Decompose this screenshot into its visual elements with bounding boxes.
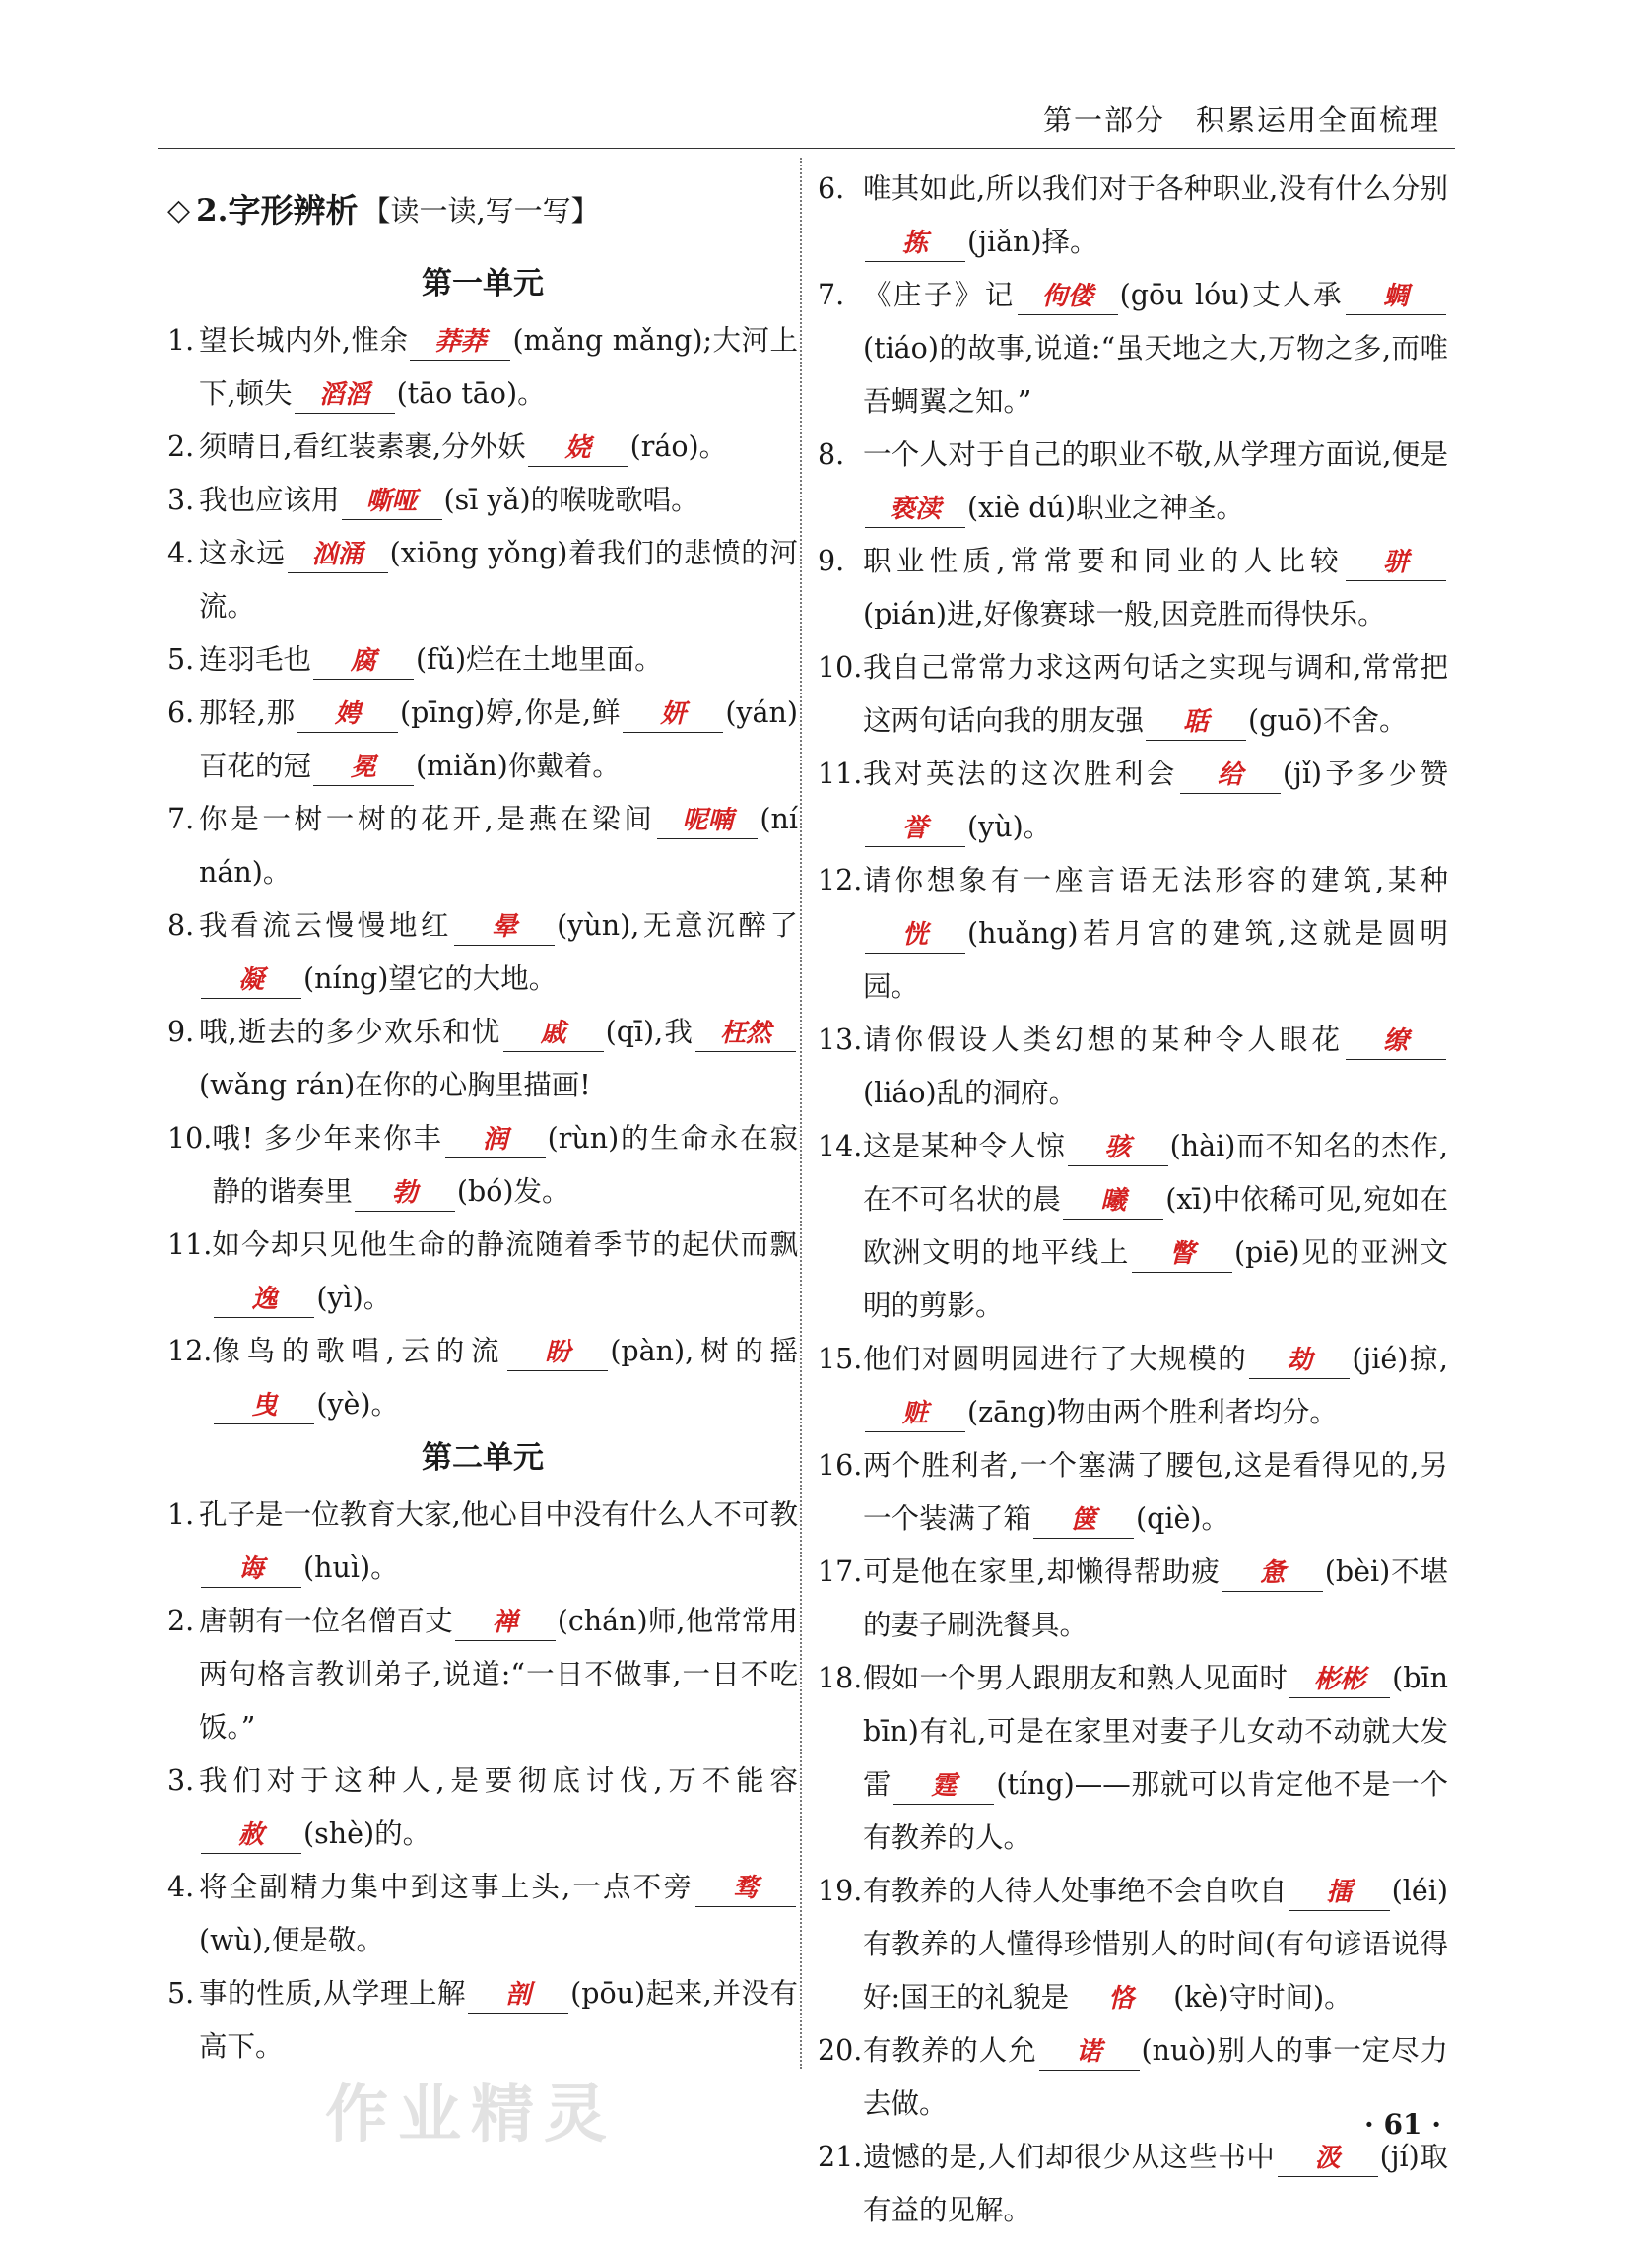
answer-blank: 嘶哑 [342, 484, 442, 520]
question-text [199, 314, 798, 421]
answer-blank: 霆 [893, 1768, 994, 1805]
question-item [167, 1595, 798, 1754]
question-number: 4. [167, 1871, 195, 1903]
text-segment: (léi)有教养的人懂得珍惜别人的时间(有句谚语说得好:国王的礼貌是 [863, 1875, 1448, 2014]
question-number: 12. [818, 864, 863, 896]
text-segment: (jiǎn)择。 [967, 226, 1098, 258]
text-segment: (rùn)的生命永在寂静的谐奏里 [212, 1122, 798, 1208]
text-segment: (tāo tāo)。 [396, 377, 546, 410]
question-text [863, 1120, 1448, 1333]
answer-blank: 娆 [528, 430, 628, 467]
question-text [863, 1865, 1448, 2024]
question-item [818, 2024, 1448, 2131]
text-segment: 须晴日,看红装素裹,分外妖 [199, 430, 526, 463]
question-text [863, 429, 1448, 535]
unit-title: 第二单元 [422, 1440, 544, 1476]
question-text [863, 1014, 1448, 1120]
question-number: 7. [167, 803, 195, 835]
question-item [818, 163, 1448, 269]
text-segment: (piē)见的亚洲文明的剪影。 [863, 1236, 1448, 1322]
answer-blank: 莽莽 [410, 324, 510, 361]
text-segment: (tíng)——那就可以肯定他不是一个有教养的人。 [863, 1768, 1448, 1854]
question-item [167, 633, 798, 687]
question-item [818, 1439, 1448, 1546]
question-text [863, 535, 1448, 641]
text-segment: (yì)。 [316, 1282, 392, 1314]
question-item [167, 1219, 798, 1325]
question-text [863, 269, 1448, 429]
text-segment: (yán)百花的冠 [199, 696, 798, 782]
question-item [167, 793, 798, 899]
page-header: 第一部分 积累运用全面梳理 [1042, 103, 1440, 137]
answer-blank: 娉 [297, 696, 398, 733]
text-segment: 可是他在家里,却懒得帮助疲 [863, 1555, 1221, 1588]
text-segment: (tiáo)的故事,说道:“虽天地之大,万物之多,而唯吾蜩翼之知。” [863, 332, 1448, 418]
question-number: 7. [818, 279, 845, 311]
question-item [818, 1333, 1448, 1439]
text-segment: (yù)。 [967, 811, 1052, 843]
text-segment: (pīng)婷,你是,鲜 [400, 696, 622, 729]
question-number: 8. [818, 438, 845, 471]
answer-blank: 勃 [355, 1175, 455, 1212]
question-item [167, 527, 798, 633]
watermark: 作业精灵 [325, 2079, 617, 2151]
question-item [818, 854, 1448, 1014]
diamond-icon: ◇ [167, 193, 191, 228]
answer-blank: 盼 [507, 1335, 608, 1371]
answer-blank: 腐 [313, 643, 414, 680]
text-segment: 《庄子》记 [863, 279, 1016, 311]
answer-blank: 润 [445, 1122, 546, 1158]
answer-blank: 恪 [1071, 1981, 1171, 2017]
text-segment: (pián)进,好像赛球一般,因竞胜而得快乐。 [863, 598, 1386, 630]
question-item [818, 269, 1448, 429]
right-column [818, 163, 1448, 2237]
question-text [199, 1754, 798, 1861]
answer-blank: 亵渎 [865, 492, 965, 528]
answer-blank: 惫 [1222, 1555, 1323, 1592]
answer-blank: 戚 [503, 1016, 604, 1052]
question-item [167, 1754, 798, 1861]
answer-blank: 缭 [1346, 1024, 1446, 1060]
question-item [167, 1325, 798, 1431]
left-column [167, 163, 798, 2074]
text-segment: (wù),便是敬。 [199, 1924, 385, 1956]
question-number: 6. [167, 696, 195, 729]
question-number: 3. [167, 1764, 195, 1797]
section-number: 2. [196, 193, 229, 229]
question-number: 20. [818, 2034, 863, 2067]
question-number: 9. [818, 545, 845, 577]
answer-blank: 呢喃 [657, 803, 758, 839]
text-segment: (yè)。 [316, 1388, 400, 1421]
text-segment: (mǎng mǎng);大河上下,顿失 [199, 324, 799, 410]
text-segment: (bèi)不堪的妻子刷洗餐具。 [863, 1555, 1448, 1641]
question-number: 17. [818, 1555, 863, 1588]
answer-blank: 冕 [313, 750, 414, 786]
section-subtitle: 【读一读,写一写】 [362, 194, 600, 228]
question-number: 5. [167, 1977, 195, 2010]
text-segment: (hài)而不知名的杰作,在不可名状的晨 [863, 1130, 1448, 1216]
text-segment: 事的性质,从学理上解 [199, 1977, 467, 2010]
question-text [863, 1439, 1448, 1546]
answer-blank: 恍 [865, 917, 965, 954]
question-number: 2. [167, 1605, 195, 1637]
text-segment: 这是某种令人惊 [863, 1130, 1066, 1162]
section-title [167, 184, 798, 237]
text-segment: 两个胜利者,一个塞满了腰包,这是看得见的,另一个装满了箱 [863, 1449, 1448, 1535]
question-item [167, 421, 798, 474]
question-number: 15. [818, 1343, 863, 1375]
question-item [818, 1652, 1448, 1865]
header-rule [158, 148, 1455, 149]
question-item [167, 1488, 798, 1595]
text-segment: 有教养的人允 [863, 2034, 1037, 2067]
question-text [863, 1546, 1448, 1652]
text-segment: (zāng)物由两个胜利者均分。 [967, 1396, 1338, 1428]
page-number: · 61 · [1364, 2108, 1441, 2141]
question-text [863, 2024, 1448, 2131]
unit-title: 第一单元 [422, 266, 544, 301]
text-segment: 连羽毛也 [199, 643, 312, 676]
text-segment: (qiè)。 [1136, 1502, 1229, 1535]
answer-blank: 蜩 [1346, 279, 1446, 315]
question-text [863, 748, 1448, 854]
answer-blank: 汲 [1278, 2141, 1378, 2177]
question-item [818, 1865, 1448, 2024]
answer-blank: 诺 [1039, 2034, 1140, 2071]
question-text [212, 1219, 798, 1325]
question-item [167, 474, 798, 527]
text-segment: 如今却只见他生命的静流随着季节的起伏而飘 [212, 1228, 798, 1261]
answer-blank: 箧 [1033, 1502, 1134, 1539]
question-text [863, 641, 1448, 748]
text-segment: 我们对于这种人,是要彻底讨伐,万不能容 [199, 1764, 798, 1797]
text-segment: 我看流云慢慢地红 [199, 909, 453, 942]
answer-blank: 彬彬 [1289, 1662, 1390, 1698]
question-number: 19. [818, 1875, 863, 1907]
text-segment: (nuò)别人的事一定尽力去做。 [863, 2034, 1448, 2120]
text-segment: (yùn),无意沉醉了 [557, 909, 798, 942]
question-number: 5. [167, 643, 195, 676]
question-number: 11. [167, 1228, 213, 1261]
text-segment: (ráo)。 [629, 430, 728, 463]
question-number: 6. [818, 172, 845, 205]
question-number: 21. [818, 2141, 863, 2173]
text-segment: 望长城内外,惟余 [199, 324, 409, 357]
answer-blank: 曦 [1063, 1183, 1163, 1220]
question-text [199, 1488, 798, 1595]
text-segment: (qī),我 [605, 1016, 694, 1048]
answer-blank: 枉然 [695, 1016, 796, 1052]
column-divider [800, 158, 802, 2069]
question-text [863, 163, 1448, 269]
answer-blank: 妍 [623, 696, 723, 733]
text-segment: 请你想象有一座言语无法形容的建筑,某种 [863, 864, 1448, 896]
question-item [818, 1120, 1448, 1333]
text-segment: 哦! 多少年来你丰 [212, 1122, 443, 1155]
question-text [863, 1652, 1448, 1865]
question-item [167, 1967, 798, 2074]
text-segment: 职业性质,常常要和同业的人比较 [863, 545, 1344, 577]
question-item [167, 1861, 798, 1967]
text-segment: 他们对圆明园进行了大规模的 [863, 1343, 1248, 1375]
question-item [818, 1014, 1448, 1120]
answer-blank: 滔滔 [295, 377, 395, 414]
text-segment: 唯其如此,所以我们对于各种职业,没有什么分别 [863, 172, 1448, 205]
question-text [212, 1112, 798, 1219]
question-text [863, 1333, 1448, 1439]
question-text [199, 899, 798, 1006]
question-text [863, 854, 1448, 1014]
text-segment: 唐朝有一位名僧百丈 [199, 1605, 453, 1637]
text-segment: (jí)取有益的见解。 [863, 2141, 1448, 2226]
question-item [167, 314, 798, 421]
text-segment: 遗憾的是,人们却很少从这些书中 [863, 2141, 1276, 2173]
question-number: 9. [167, 1016, 195, 1048]
question-item [818, 429, 1448, 535]
question-number: 18. [818, 1662, 863, 1694]
question-number: 10. [167, 1122, 213, 1155]
text-segment: 一个人对于自己的职业不敬,从学理方面说,便是 [863, 438, 1448, 471]
question-number: 8. [167, 909, 195, 942]
text-segment: 像鸟的歌唱,云的流 [212, 1335, 506, 1367]
text-segment: (shè)的。 [303, 1818, 431, 1850]
answer-blank: 赦 [201, 1818, 301, 1854]
text-segment: (gōu lóu)丈人承 [1119, 279, 1344, 311]
answer-blank: 誉 [865, 811, 965, 847]
answer-blank: 曳 [214, 1388, 314, 1424]
question-item [818, 2131, 1448, 2237]
question-number: 11. [818, 758, 863, 790]
answer-blank: 骇 [1068, 1130, 1168, 1166]
answer-blank: 瞥 [1132, 1236, 1232, 1273]
text-segment: (xiōng yǒng)着我们的悲愤的河流。 [199, 537, 798, 623]
answer-blank: 逸 [214, 1282, 314, 1318]
question-text [199, 687, 798, 793]
answer-blank: 骈 [1346, 545, 1446, 581]
question-text [199, 527, 798, 633]
answer-blank: 晕 [454, 909, 555, 946]
text-segment: 这永远 [199, 537, 286, 569]
text-segment: (jié)掠, [1352, 1343, 1448, 1375]
question-number: 3. [167, 484, 195, 516]
question-number: 1. [167, 1498, 195, 1531]
text-segment: 我自己常常力求这两句话之实现与调和,常常把这两句话向我的朋友强 [863, 651, 1448, 737]
question-number: 10. [818, 651, 863, 684]
answer-blank: 赃 [865, 1396, 965, 1432]
answer-blank: 聒 [1146, 704, 1246, 741]
question-text [199, 1595, 798, 1754]
text-segment: 孔子是一位教育大家,他心目中没有什么人不可教 [199, 1498, 798, 1531]
text-segment: (chán)师,他常常用两句格言教训弟子,说道:“一日不做事,一日不吃饭。” [199, 1605, 798, 1744]
answer-blank: 剖 [468, 1977, 568, 2014]
answer-blank: 拣 [865, 226, 965, 262]
text-segment: (pàn),树的摇 [610, 1335, 799, 1367]
question-text [199, 793, 798, 899]
text-segment: (fǔ)烂在土地里面。 [416, 643, 663, 676]
answer-blank: 擂 [1289, 1875, 1390, 1911]
question-item [167, 1006, 798, 1112]
text-segment: (ní nán)。 [199, 803, 798, 889]
question-number: 1. [167, 324, 195, 357]
question-item [818, 641, 1448, 748]
text-segment: (miǎn)你戴着。 [416, 750, 621, 782]
question-item [167, 1112, 798, 1219]
text-segment: 假如一个男人跟朋友和熟人见面时 [863, 1662, 1289, 1694]
question-item [818, 535, 1448, 641]
question-number: 13. [818, 1024, 863, 1056]
answer-blank: 骛 [695, 1871, 796, 1907]
text-segment: (guō)不舍。 [1248, 704, 1408, 737]
answer-blank: 劫 [1249, 1343, 1350, 1379]
text-segment: 那轻,那 [199, 696, 296, 729]
text-segment: (pōu)起来,并没有高下。 [199, 1977, 798, 2063]
question-number: 4. [167, 537, 195, 569]
question-number: 16. [818, 1449, 863, 1482]
question-number: 14. [818, 1130, 863, 1162]
question-text [199, 1006, 798, 1112]
text-segment: (sī yǎ)的喉咙歌唱。 [443, 484, 699, 516]
text-segment: 哦,逝去的多少欢乐和忧 [199, 1016, 501, 1048]
text-segment: (liáo)乱的洞府。 [863, 1077, 1078, 1109]
text-segment: (níng)望它的大地。 [303, 962, 558, 995]
question-text [199, 1861, 798, 1967]
question-text [199, 1967, 798, 2074]
text-segment: (bó)发。 [456, 1175, 570, 1208]
question-text [863, 2131, 1448, 2237]
question-number: 2. [167, 430, 195, 463]
text-segment: (huì)。 [303, 1552, 399, 1584]
answer-blank: 给 [1180, 758, 1281, 794]
text-segment: (jǐ)予多少赞 [1282, 758, 1448, 790]
answer-blank: 凝 [201, 962, 301, 999]
question-text [199, 633, 798, 687]
question-item [167, 687, 798, 793]
text-segment: 你是一树一树的花开,是燕在梁间 [199, 803, 656, 835]
section-heading: 字形辨析 [228, 191, 359, 230]
question-number: 12. [167, 1335, 213, 1367]
question-item [818, 748, 1448, 854]
question-item [167, 899, 798, 1006]
answer-blank: 禅 [455, 1605, 556, 1641]
text-segment: (kè)守时间)。 [1173, 1981, 1353, 2014]
answer-blank: 诲 [201, 1552, 301, 1588]
question-item [818, 1546, 1448, 1652]
answer-blank: 佝偻 [1018, 279, 1118, 315]
text-segment: 将全副精力集中到这事上头,一点不旁 [199, 1871, 694, 1903]
question-text [212, 1325, 798, 1431]
text-segment: 请你假设人类幻想的某种令人眼花 [863, 1024, 1344, 1056]
text-segment: (xiè dú)职业之神圣。 [967, 492, 1244, 524]
text-segment: 我对英法的这次胜利会 [863, 758, 1178, 790]
text-segment: (huǎng)若月宫的建筑,这就是圆明园。 [863, 917, 1448, 1003]
answer-blank: 汹涌 [288, 537, 388, 573]
text-segment: (bīn bīn)有礼,可是在家里对妻子儿女动不动就大发雷 [863, 1662, 1448, 1801]
text-segment: (wǎng rán)在你的心胸里描画! [199, 1069, 591, 1101]
question-text [199, 474, 798, 527]
text-segment: 我也应该用 [199, 484, 340, 516]
text-segment: 有教养的人待人处事绝不会自吹自 [863, 1875, 1288, 1907]
question-text [199, 421, 798, 474]
text-segment: (xī)中依稀可见,宛如在欧洲文明的地平线上 [863, 1183, 1448, 1269]
